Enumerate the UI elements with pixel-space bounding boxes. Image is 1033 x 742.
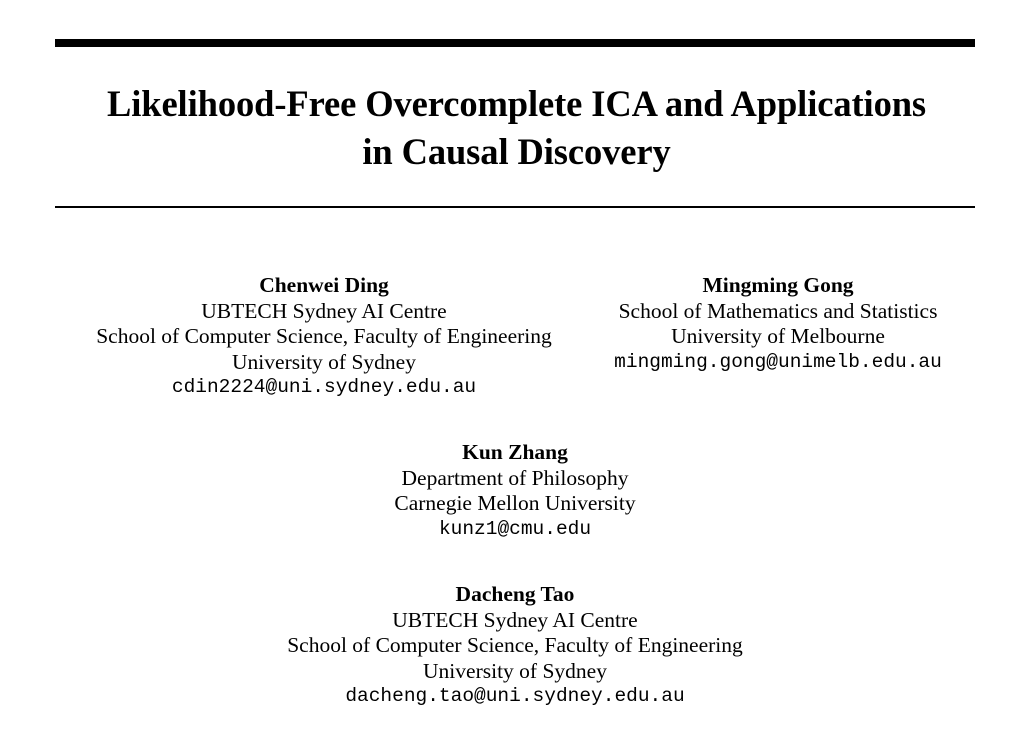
author-affiliation: University of Sydney xyxy=(423,658,607,683)
author-email[interactable]: mingming.gong@unimelb.edu.au xyxy=(614,350,942,373)
paper-title xyxy=(0,80,1033,176)
author-affiliation: University of Melbourne xyxy=(671,324,885,348)
author-email[interactable]: kunz1@cmu.edu xyxy=(438,517,592,540)
title-top-rule xyxy=(55,39,975,47)
author-affiliation: School of Mathematics and Statistics xyxy=(618,298,938,323)
author-name: Dacheng Tao xyxy=(455,582,575,606)
author-block-mingming-gong xyxy=(593,273,963,375)
paper-title-line-1: Likelihood-Free Overcomplete ICA and Applications xyxy=(106,83,927,124)
title-bottom-rule xyxy=(55,206,975,208)
author-email[interactable]: dacheng.tao@uni.sydney.edu.au xyxy=(345,685,685,707)
author-block-chenwei-ding xyxy=(74,273,574,401)
author-affiliation: School of Computer Science, Faculty of Engineering xyxy=(96,324,552,348)
author-block-dacheng-tao xyxy=(215,582,815,710)
author-name: Kun Zhang xyxy=(462,440,568,464)
author-affiliation: School of Computer Science, Faculty of Engineering xyxy=(287,633,743,657)
author-name: Mingming Gong xyxy=(702,273,854,297)
author-affiliation: Department of Philosophy xyxy=(401,465,629,490)
author-name: Chenwei Ding xyxy=(259,273,389,297)
author-email[interactable]: cdin2224@uni.sydney.edu.au xyxy=(171,376,477,398)
author-affiliation: UBTECH Sydney AI Centre xyxy=(392,607,638,632)
author-affiliation: UBTECH Sydney AI Centre xyxy=(201,298,447,323)
author-affiliation: Carnegie Mellon University xyxy=(394,491,636,515)
author-block-kun-zhang xyxy=(315,440,715,542)
author-affiliation: University of Sydney xyxy=(232,349,416,374)
paper-title-line-2: in Causal Discovery xyxy=(362,131,671,172)
